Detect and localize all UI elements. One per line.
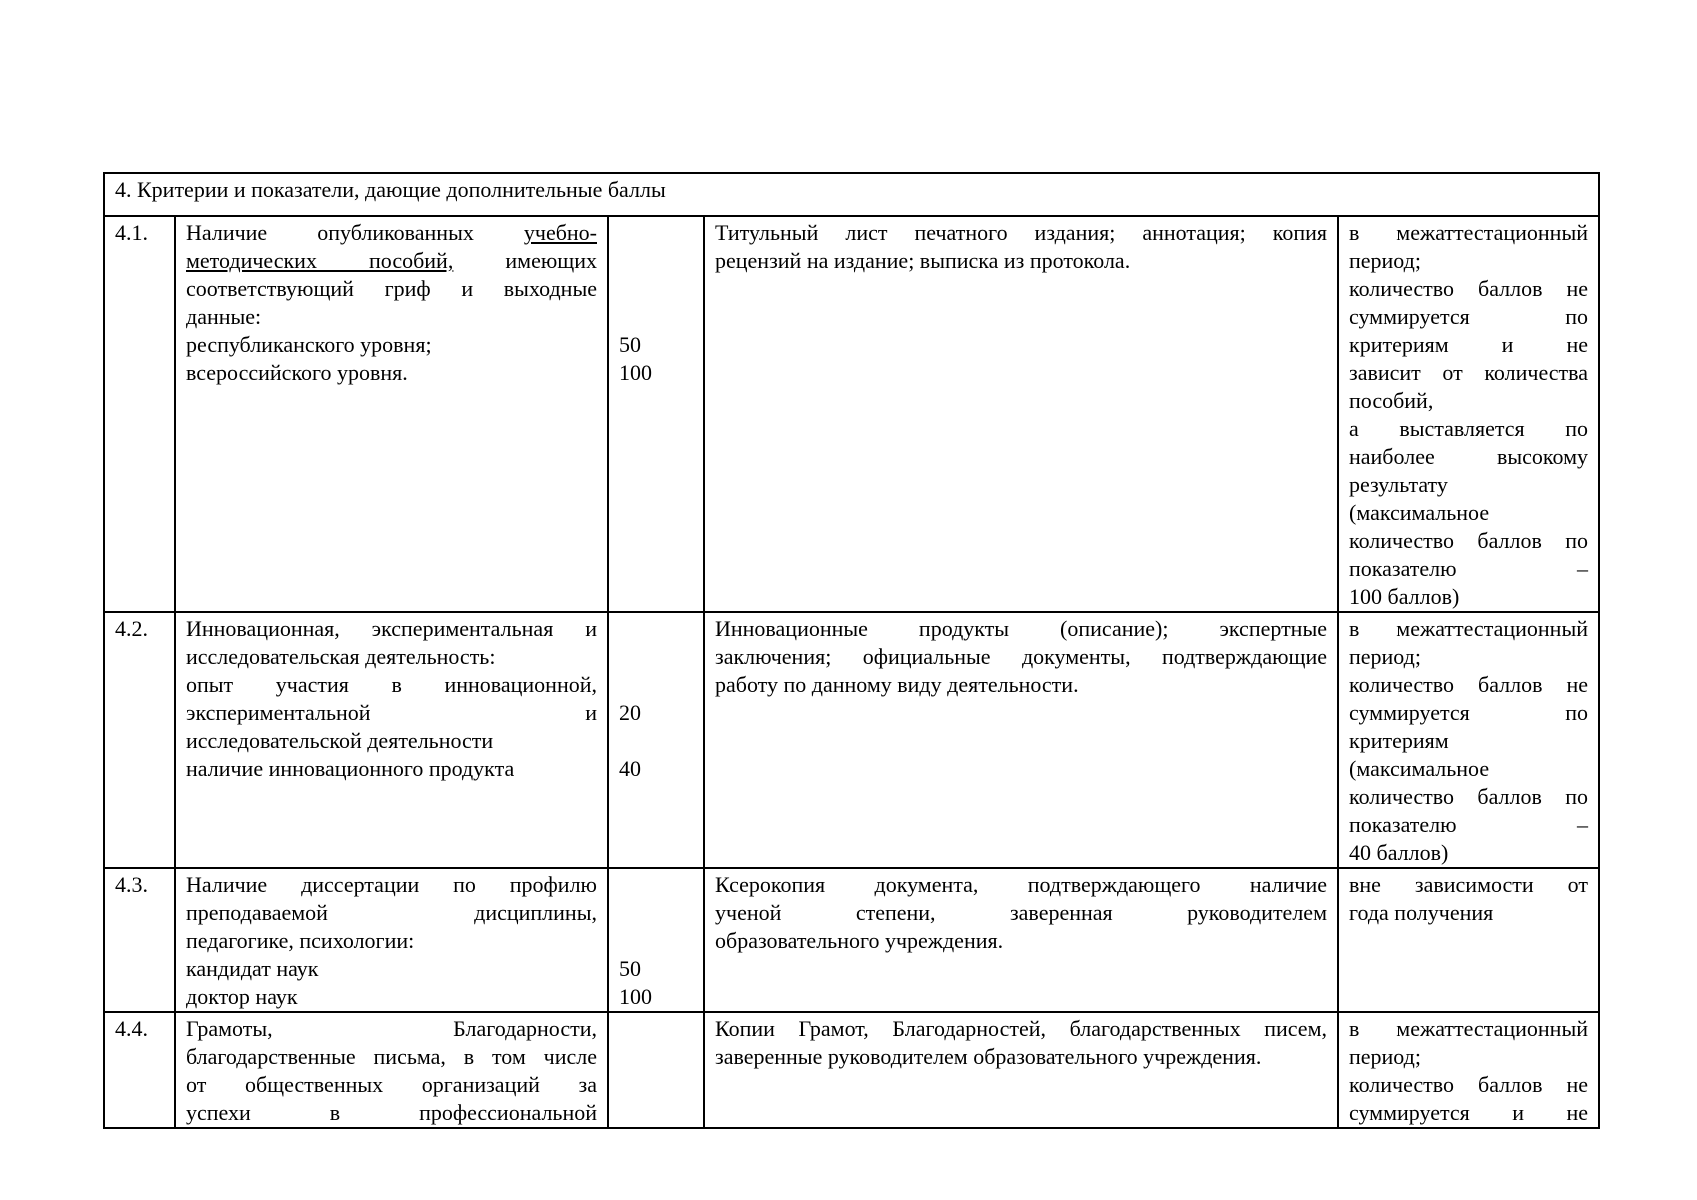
documents-line: Ксерокопия документа, подтверждающего наличие: [715, 872, 1327, 897]
note-line: период;: [1349, 248, 1421, 273]
criterion-line-part: имеющих: [453, 248, 597, 273]
score-spacer: [619, 1071, 693, 1099]
criteria-row: [104, 868, 1599, 1012]
criterion-line: наличие инновационного продукта: [186, 756, 515, 781]
score-spacer: [619, 871, 693, 899]
score-spacer: [619, 671, 693, 699]
note-line: суммируется и не: [1349, 1100, 1588, 1125]
criterion-line-part: Наличие опубликованных: [186, 220, 524, 245]
note-line: зависит от количества: [1349, 360, 1588, 385]
row-number: 4.3.: [104, 868, 175, 1012]
note-line: критериям и не: [1349, 332, 1588, 357]
score-spacer: [619, 1015, 693, 1043]
score-spacer: [619, 247, 693, 275]
row-number: 4.2.: [104, 612, 175, 868]
criteria-row: [104, 216, 1599, 612]
criterion-cell: [175, 216, 608, 612]
note-line: вне зависимости от: [1349, 872, 1588, 897]
section-header-row: [104, 173, 1599, 216]
note-line: критериям: [1349, 728, 1449, 753]
documents-line: заключения; официальные документы, подтверждающие: [715, 644, 1327, 669]
note-line: суммируется по: [1349, 700, 1588, 725]
row-number: 4.1.: [104, 216, 175, 612]
score-spacer: [619, 1099, 693, 1127]
note-line: количество баллов не: [1349, 1072, 1588, 1097]
criterion-line: опыт участия в инновационной,: [186, 672, 597, 697]
criterion-line: доктор наук: [186, 984, 298, 1009]
note-line: в межаттестационный: [1349, 616, 1588, 641]
section-title: 4. Критерии и показатели, дающие дополнительные баллы: [104, 173, 1599, 216]
criteria-row: [104, 1012, 1599, 1128]
score-spacer: [619, 303, 693, 331]
documents-line: заверенные руководителем образовательного учреждения.: [715, 1044, 1262, 1069]
note-line: период;: [1349, 1044, 1421, 1069]
note-line: суммируется по: [1349, 304, 1588, 329]
note-line: период;: [1349, 644, 1421, 669]
note-cell: [1338, 216, 1599, 612]
criterion-line: благодарственные письма, в том числе: [186, 1044, 597, 1069]
criterion-line: Наличие диссертации по профилю: [186, 872, 597, 897]
documents-cell: [704, 868, 1338, 1012]
documents-cell: [704, 612, 1338, 868]
note-line: показателю –: [1349, 556, 1588, 581]
note-line: в межаттестационный: [1349, 1016, 1588, 1041]
criterion-line: успехи в профессиональной: [186, 1100, 597, 1125]
documents-line: рецензий на издание; выписка из протокола.: [715, 248, 1131, 273]
note-line: результату: [1349, 472, 1448, 497]
note-line: количество баллов по: [1349, 784, 1588, 809]
documents-cell: [704, 216, 1338, 612]
criterion-line: Инновационная, экспериментальная и: [186, 616, 597, 641]
criteria-row: [104, 612, 1599, 868]
criterion-line: от общественных организаций за: [186, 1072, 597, 1097]
score-cell: [608, 612, 704, 868]
criterion-line: преподаваемой дисциплины,: [186, 900, 597, 925]
note-line: количество баллов не: [1349, 672, 1588, 697]
score-cell: [608, 868, 704, 1012]
documents-line: Титульный лист печатного издания; аннотация; копия: [715, 220, 1327, 245]
score-spacer: [619, 899, 693, 927]
note-line: года получения: [1349, 900, 1494, 925]
note-cell: [1338, 868, 1599, 1012]
documents-line: Инновационные продукты (описание); экспертные: [715, 616, 1327, 641]
score-spacer: [619, 219, 693, 247]
criterion-line: педагогике, психологии:: [186, 928, 415, 953]
score-spacer: [619, 727, 693, 755]
criterion-line: соответствующий гриф и выходные: [186, 276, 597, 301]
note-cell: [1338, 612, 1599, 868]
score-spacer: [619, 927, 693, 955]
note-line: (максимальное: [1349, 500, 1490, 525]
score-value: 100: [619, 360, 652, 385]
note-cell: [1338, 1012, 1599, 1128]
criterion-line: [186, 247, 597, 275]
documents-line: образовательного учреждения.: [715, 928, 1004, 953]
note-line: наиболее высокому: [1349, 444, 1588, 469]
score-spacer: [619, 1043, 693, 1071]
documents-line: ученой степени, заверенная руководителем: [715, 900, 1327, 925]
score-value: 50: [619, 956, 641, 981]
note-line: количество баллов не: [1349, 276, 1588, 301]
score-spacer: [619, 275, 693, 303]
criterion-line: республиканского уровня;: [186, 332, 432, 357]
note-line: пособий,: [1349, 388, 1434, 413]
criterion-line-part: методических пособий,: [186, 248, 454, 273]
note-line: (максимальное: [1349, 756, 1490, 781]
note-line: 100 баллов): [1349, 584, 1460, 609]
criterion-line: исследовательской деятельности: [186, 728, 494, 753]
score-cell: [608, 1012, 704, 1128]
criterion-line: всероссийского уровня.: [186, 360, 408, 385]
note-line: а выставляется по: [1349, 416, 1588, 441]
score-value: 20: [619, 700, 641, 725]
criterion-line: [186, 219, 597, 247]
criterion-line: исследовательская деятельность:: [186, 644, 496, 669]
criterion-line: данные:: [186, 304, 262, 329]
criterion-line: кандидат наук: [186, 956, 319, 981]
criterion-line-part: учебно-: [523, 220, 597, 245]
documents-cell: [704, 1012, 1338, 1128]
criterion-cell: [175, 868, 608, 1012]
note-line: в межаттестационный: [1349, 220, 1588, 245]
score-value: 50: [619, 332, 641, 357]
criterion-line: Грамоты, Благодарности,: [186, 1016, 597, 1041]
criterion-line: экспериментальной и: [186, 700, 597, 725]
note-line: 40 баллов): [1349, 840, 1449, 865]
criteria-table: [103, 172, 1600, 1129]
documents-line: Копии Грамот, Благодарностей, благодарственных писем,: [715, 1016, 1327, 1041]
score-spacer: [619, 643, 693, 671]
criterion-cell: [175, 612, 608, 868]
note-line: показателю –: [1349, 812, 1588, 837]
note-line: количество баллов по: [1349, 528, 1588, 553]
score-value: 40: [619, 756, 641, 781]
score-spacer: [619, 615, 693, 643]
documents-line: работу по данному виду деятельности.: [715, 672, 1079, 697]
score-cell: [608, 216, 704, 612]
score-value: 100: [619, 984, 652, 1009]
criterion-cell: [175, 1012, 608, 1128]
row-number: 4.4.: [104, 1012, 175, 1128]
